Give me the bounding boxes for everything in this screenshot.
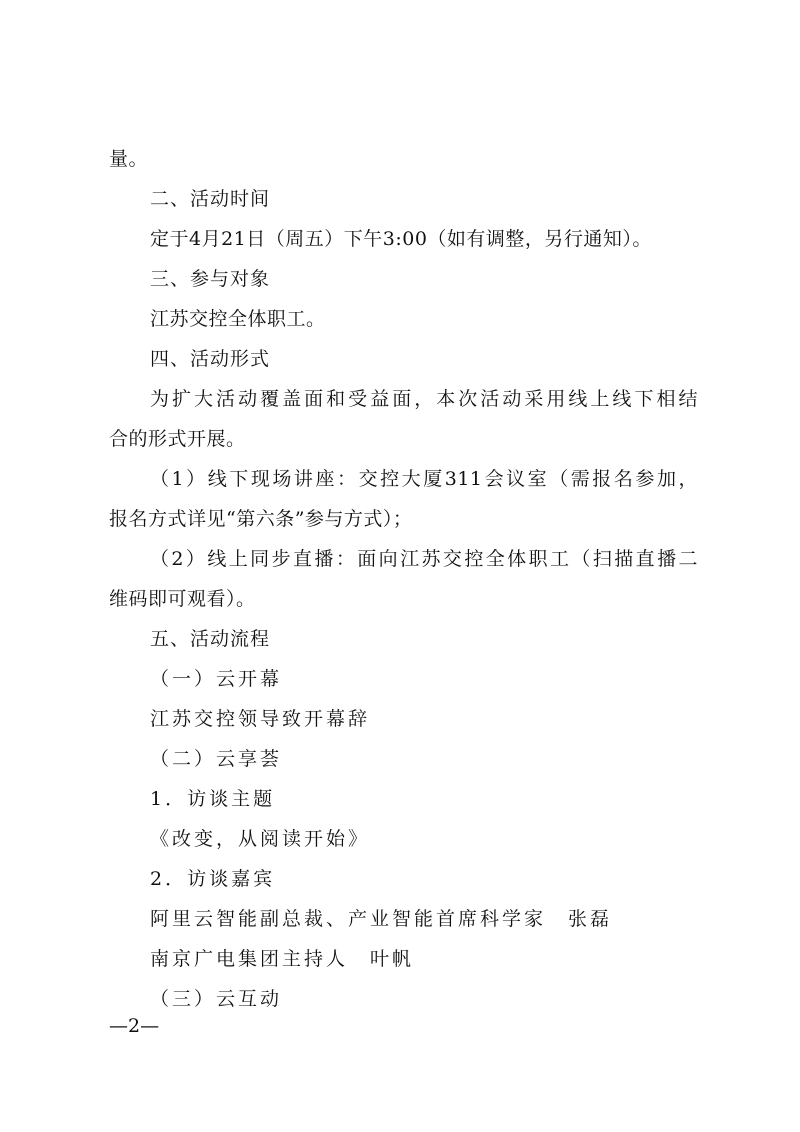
subheading-cloud-opening: （一）云开幕	[150, 668, 283, 690]
text-opening-speech: 江苏交控领导致开幕辞	[150, 708, 371, 730]
subheading-cloud-interaction: （三）云互动	[150, 988, 283, 1010]
subheading-cloud-sharing: （二）云享荟	[150, 748, 283, 770]
text-online-line-1: （2）线上同步直播：面向江苏交控全体职工（扫描直播二	[150, 548, 698, 570]
text-online-line-2: 维码即可观看）。	[109, 588, 256, 610]
text-guest-2: 南京广电集团主持人 叶帆	[150, 948, 415, 970]
heading-activity-process: 五、活动流程	[150, 628, 271, 650]
text-interview-topic: 《改变，从阅读开始》	[150, 828, 371, 850]
text-participants: 江苏交控全体职工。	[150, 308, 326, 330]
text-guest-1: 阿里云智能副总裁、产业智能首席科学家 张磊	[150, 908, 613, 930]
page-number: —2—	[109, 1015, 160, 1037]
text-format-line-1: 为扩大活动覆盖面和受益面，本次活动采用线上线下相结	[150, 388, 698, 410]
item-interview-topic: 1．访谈主题	[150, 788, 276, 810]
heading-participants: 三、参与对象	[150, 268, 271, 290]
text-line-continuation: 量。	[109, 148, 149, 170]
heading-activity-time: 二、活动时间	[150, 188, 271, 210]
text-offline-line-1: （1）线下现场讲座：交控大厦311会议室（需报名参加，	[150, 468, 698, 490]
heading-activity-format: 四、活动形式	[150, 348, 271, 370]
text-format-line-2: 合的形式开展。	[109, 428, 246, 450]
text-activity-time: 定于4月21日（周五）下午3:00（如有调整，另行通知）。	[150, 228, 652, 250]
text-offline-line-2: 报名方式详见“第六条”参与方式）；	[109, 508, 413, 530]
item-interview-guests: 2．访谈嘉宾	[150, 868, 276, 890]
